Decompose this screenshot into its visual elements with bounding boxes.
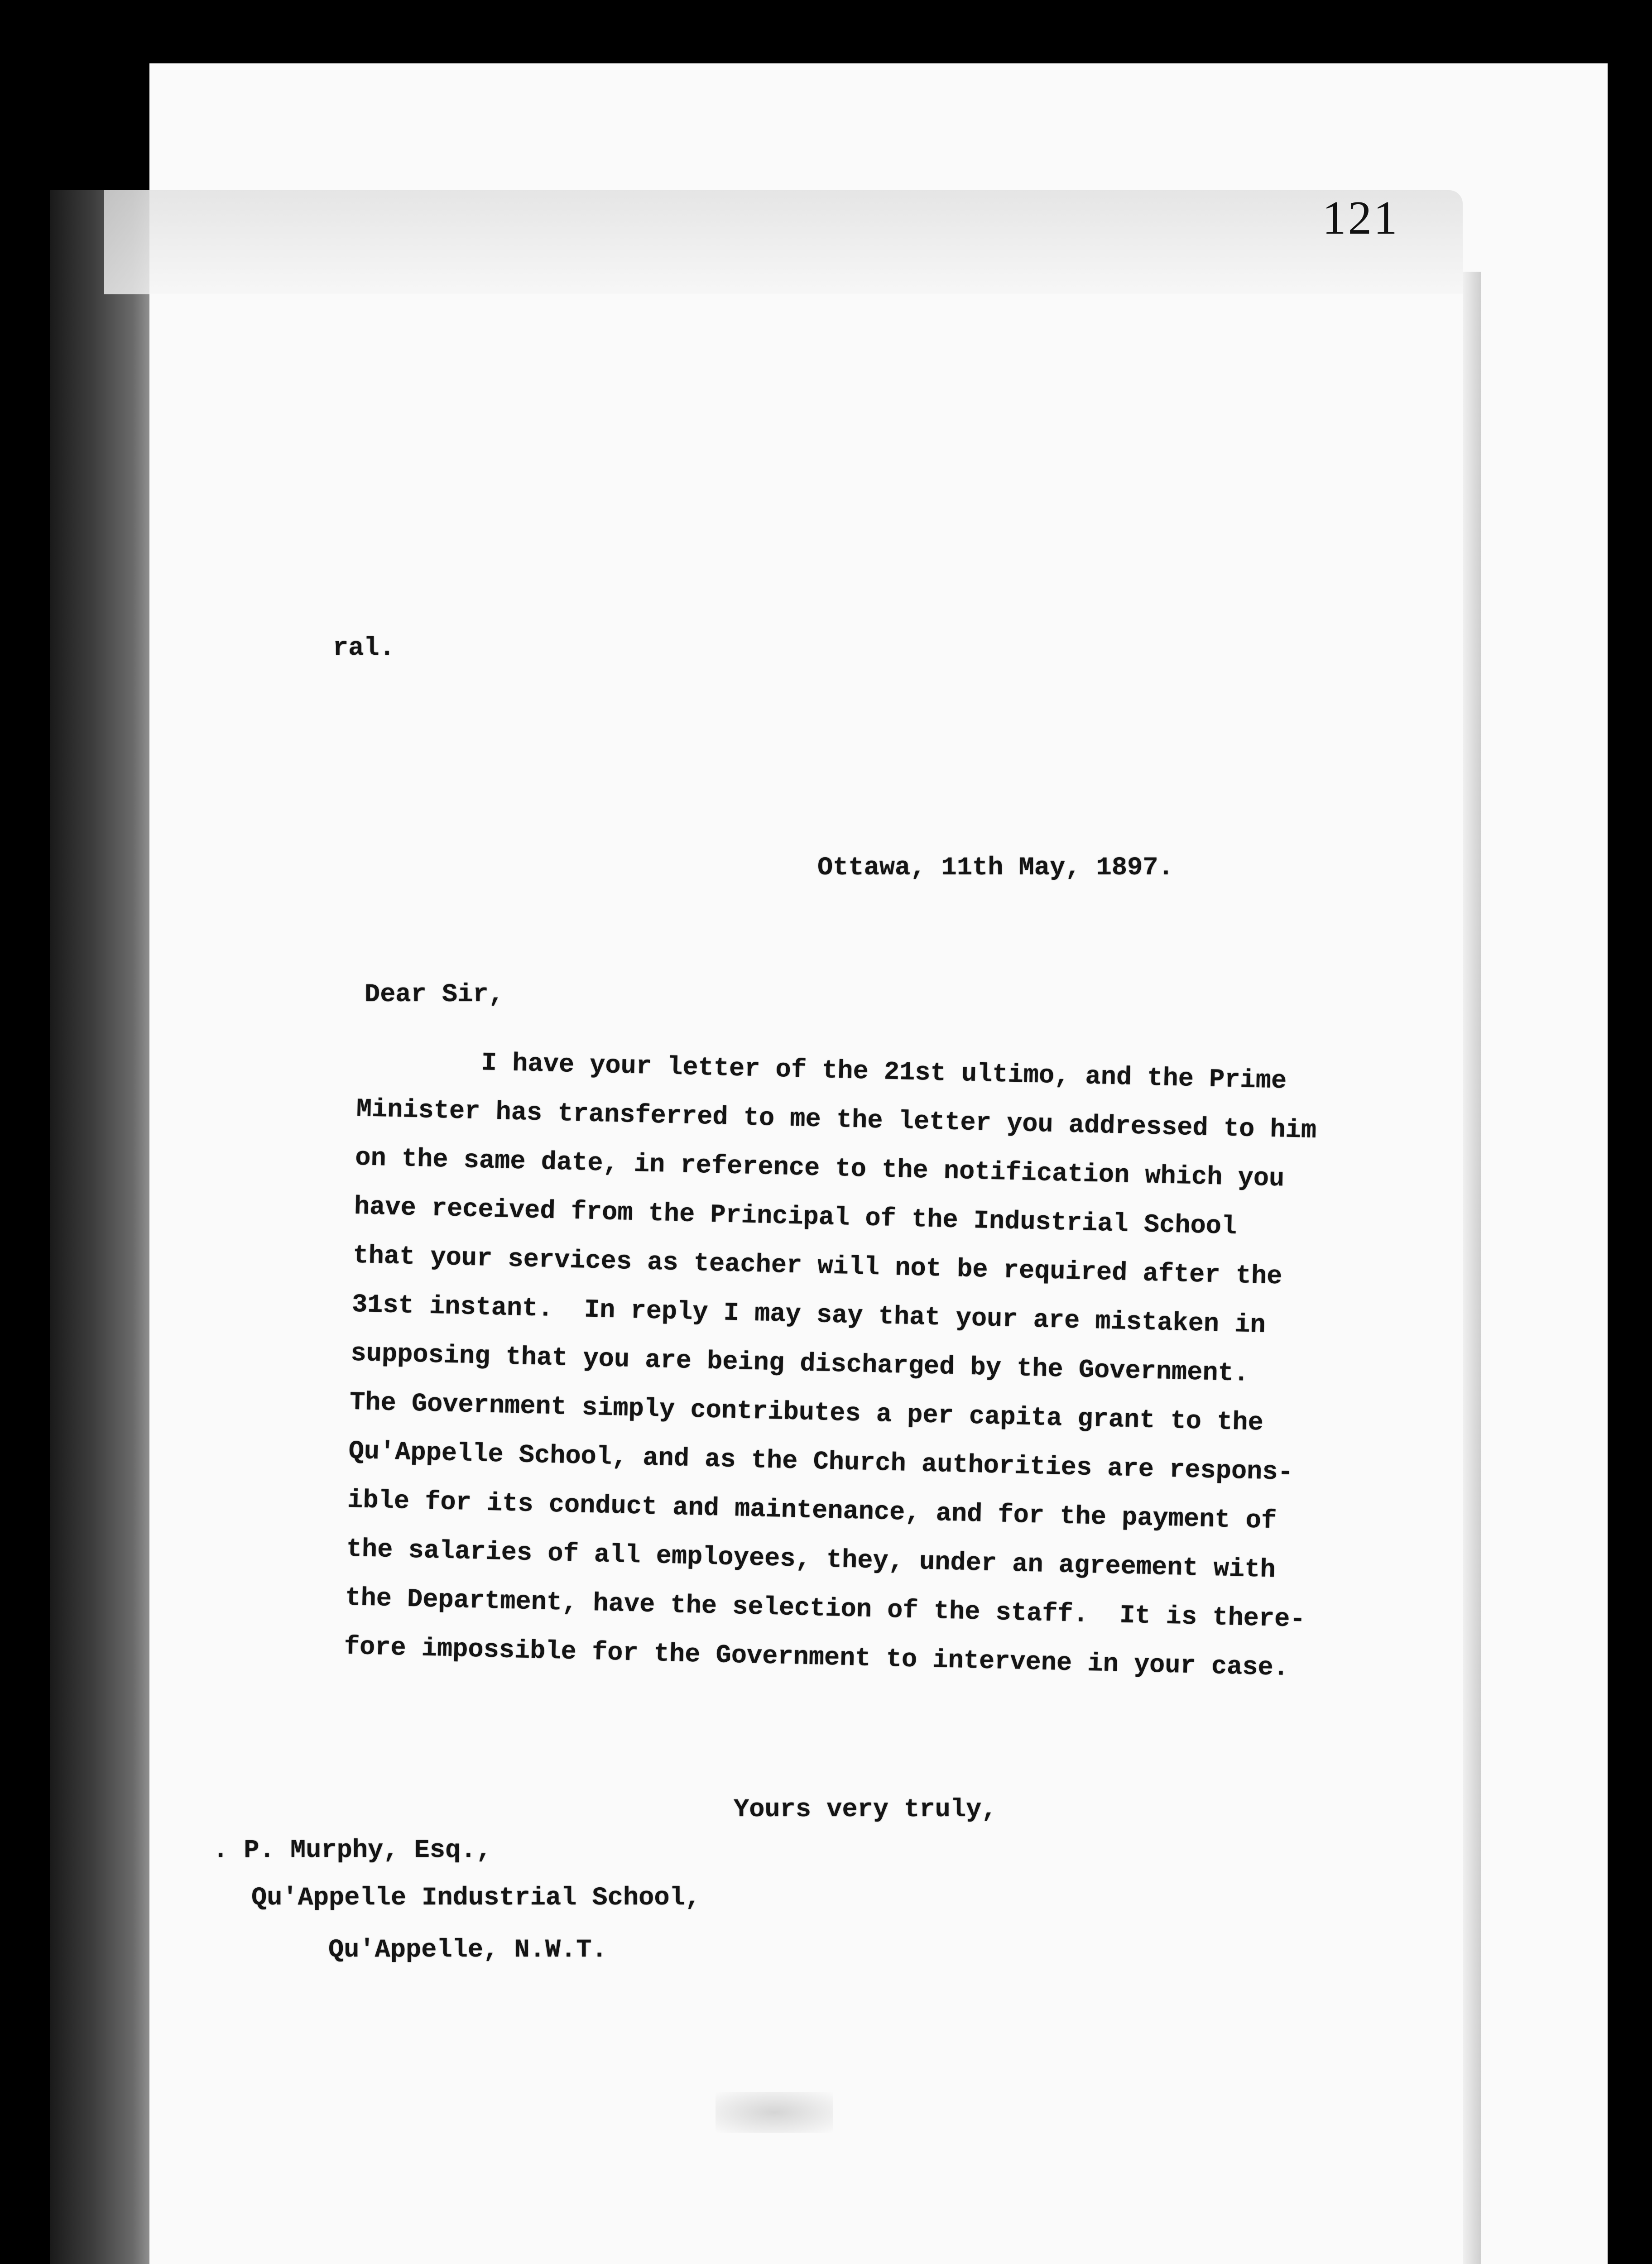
body-line: I have your letter of the 21st ultimo, and the Prime [357, 1046, 1287, 1096]
date-line: Ottawa, 11th May, 1897. [817, 854, 1174, 883]
body-line: have received from the Principal of the Industrial School [354, 1192, 1237, 1242]
body-line: the Department, have the selection of the staff. It is there- [345, 1583, 1306, 1635]
closing: Yours very truly, [734, 1795, 997, 1824]
header-fragment: ral. [333, 634, 395, 663]
recipient-location: Qu'Appelle, N.W.T. [328, 1936, 607, 1965]
body-line: fore impossible for the Government to intervene in your case. [344, 1632, 1289, 1683]
body-line: supposing that you are being discharged by the Government. [350, 1339, 1249, 1389]
body-line: the salaries of all employees, they, under an agreement with [346, 1535, 1276, 1585]
body-line: 31st instant. In reply I may say that your are mistaken in [351, 1290, 1266, 1340]
body-line: Qu'Appelle School, and as the Church authorities are respons- [348, 1437, 1294, 1488]
film-frame-edge [50, 190, 154, 2264]
page-right-edge [1463, 272, 1481, 2264]
body-line: that your services as teacher will not be required after the [352, 1241, 1283, 1292]
ink-smudge [716, 2092, 833, 2133]
body-line: Minister has transferred to me the letter you addressed to him [356, 1094, 1317, 1146]
salutation: Dear Sir, [365, 980, 504, 1009]
recipient-name: . P. Murphy, Esq., [213, 1836, 492, 1865]
page-number: 121 [1322, 191, 1399, 244]
recipient-school: Qu'Appelle Industrial School, [251, 1884, 701, 1913]
body-line: on the same date, in reference to the notification which you [355, 1143, 1285, 1194]
body-line: The Government simply contributes a per capita grant to the [349, 1388, 1264, 1438]
page-fold-shadow [104, 190, 1463, 294]
body-line: ible for its conduct and maintenance, and for the payment of [347, 1486, 1277, 1536]
